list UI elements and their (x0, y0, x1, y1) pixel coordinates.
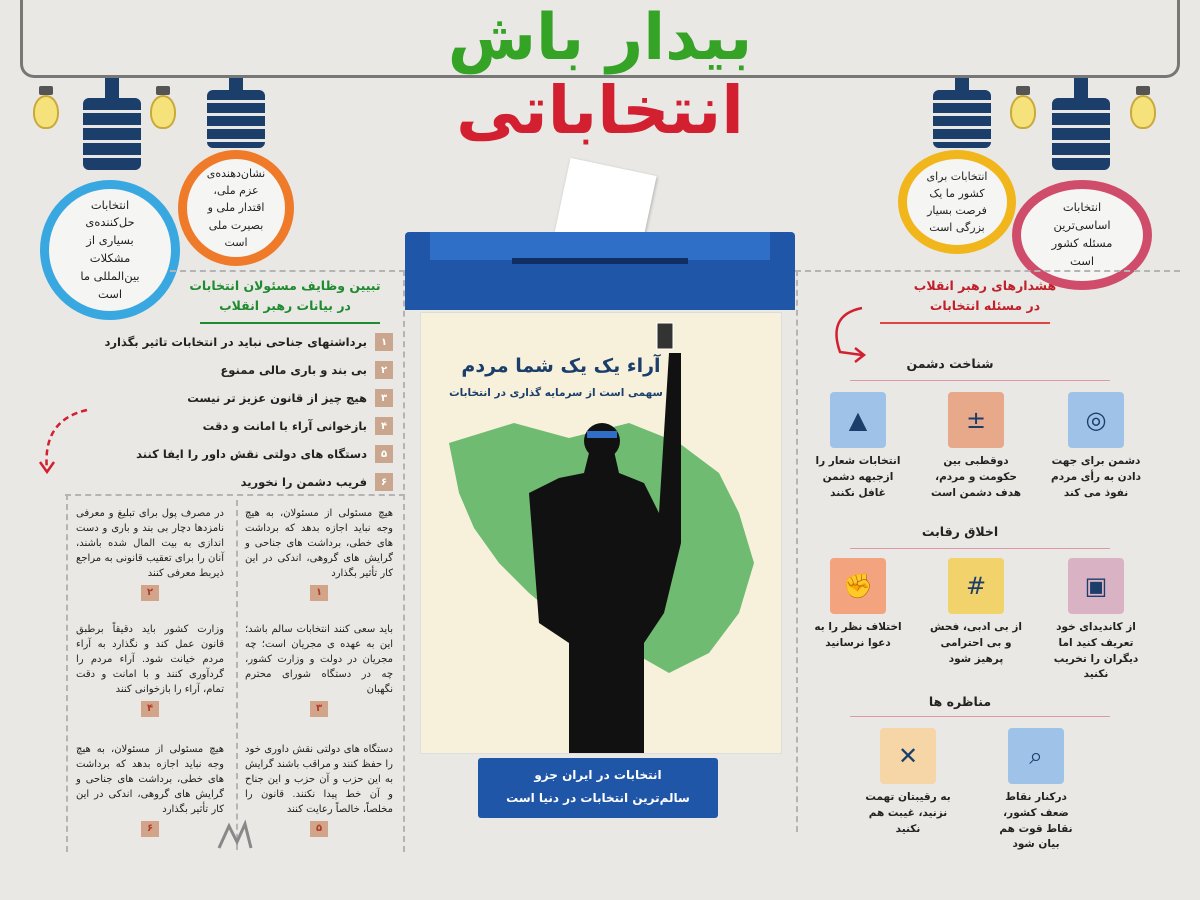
list-item (95, 384, 393, 412)
caption-box (478, 758, 718, 818)
warning-text: از بی ادبی، فحش و بی احترامی پرهیز شود (929, 621, 1022, 665)
soldier-sandbag-icon: ▲ (830, 392, 886, 448)
ballot-slot (512, 258, 688, 264)
paragraph-block-6 (76, 742, 224, 837)
bulb-text-2: نشان‌دهنده‌ی عزم ملی، اقتدار ملی و بصیرت ملی است (206, 167, 266, 249)
lamp-socket (83, 98, 141, 170)
warning-item (812, 558, 904, 652)
right-heading-line-2: در مسئله انتخابات (929, 298, 1041, 313)
list-item (95, 356, 393, 384)
target-person-icon: ◎ (1068, 392, 1124, 448)
warning-item (930, 392, 1022, 501)
warning-text: دوقطبی بین حکومت و مردم، هدف دشمن است (930, 455, 1022, 499)
magnifier-person-icon: ⌕ (1008, 728, 1064, 784)
item-text: فریب دشمن را نخورید (240, 475, 367, 489)
divider (403, 494, 405, 852)
lamp-cord (1074, 78, 1088, 98)
bulb-text-3: انتخابات برای کشور ما یک فرصت بسیار بزرگی است (926, 169, 988, 235)
heading-underline (880, 322, 1050, 324)
fist-bump-icon: ✊ (830, 558, 886, 614)
small-bulb-icon (33, 86, 59, 129)
paragraph-block-3 (245, 622, 393, 717)
warning-text: از کاندیدای خود تعریف کنید اما دیگران را تخریب نکنید (1053, 621, 1139, 681)
divider (795, 270, 1180, 272)
lamp-socket (207, 90, 265, 148)
item-number: ۴ (375, 417, 393, 435)
accusing-arrows-icon: ✕ (880, 728, 936, 784)
warning-item (930, 558, 1022, 667)
left-heading-line-1: تبیین وظایف مسئولان انتخابات (189, 278, 381, 293)
paragraph-number: ۲ (141, 585, 159, 601)
list-item (95, 328, 393, 356)
headband (587, 431, 617, 438)
caption-line-2: سالم‌ترین انتخابات در دنیا است (506, 790, 690, 805)
left-heading-line-2: در بیانات رهبر انقلاب (219, 298, 351, 313)
poster (420, 312, 782, 754)
candidate-board-icon: ▣ (1068, 558, 1124, 614)
bulb-text-4: انتخابات اساسی‌ترین مسئله کشور است (1051, 200, 1113, 268)
warning-text: اختلاف نظر را به دعوا نرسانید (814, 621, 902, 649)
paragraph-block-4 (76, 622, 224, 717)
warning-item (1050, 558, 1142, 683)
item-text: هیچ چیز از قانون عزیز تر نیست (187, 391, 367, 405)
divider (170, 270, 405, 272)
right-heading-line-1: هشدارهای رهبر انقلاب (913, 278, 1057, 293)
raised-fist-silhouette (529, 353, 681, 754)
paragraph-block-2 (76, 506, 224, 601)
bulb-ring-4 (1012, 180, 1152, 290)
small-bulb-icon (150, 86, 176, 129)
publisher-logo-icon (215, 818, 255, 852)
item-number: ۱ (375, 333, 393, 351)
poster-art (420, 313, 781, 754)
warning-text: درکنار نقاط ضعف کشور، نقاط قوت هم بیان شود (999, 791, 1073, 851)
paragraph-number: ۴ (141, 701, 159, 717)
swearing-face-icon: # (948, 558, 1004, 614)
category-title-ethics: اخلاق رقابت (921, 524, 999, 539)
paragraph-number: ۳ (310, 701, 328, 717)
item-text: برداشتهای جناحی نباید در انتخابات تاثیر بگذارد (104, 335, 367, 349)
item-number: ۵ (375, 445, 393, 463)
heading-underline (200, 322, 380, 324)
warning-text: به رقیبتان تهمت نزنید، غیبت هم نکنید (865, 791, 951, 835)
lamp-cord (105, 78, 119, 98)
paragraph-text: هیچ مسئولی از مسئولان، به هیچ وجه نباید اجازه بدهد که برداشت های خطی، برداشت های جناحی و گرایش های گروهی، اندکی در این کار تأثیر بگذارد (76, 744, 224, 815)
warning-text: دشمن برای جهت دادن به رأی مردم نفوذ می کند (1051, 455, 1141, 499)
paragraph-number: ۱ (310, 585, 328, 601)
paragraph-block-5 (245, 742, 393, 837)
paragraph-text: دستگاه های دولتی نقش داوری خود را حفظ کنند و مراقب باشند گرایش به این حزب و آن حزب و این جناح و آن خط پیدا نکنند. قانون را مخلصاً، خالصاً رعایت کنند (245, 744, 393, 815)
poster-line-2: سهمی است از سرمایه گذاری در انتخابات (449, 387, 663, 399)
paragraph-text: باید سعی کنند انتخابات سالم باشد؛ این به عهده ی مجریان است؛ چه مجریان در دولت و وزارت کشور، چه در دستگاه شورای محترم نگهبان (245, 624, 393, 695)
heads-minus-plus-icon: ± (948, 392, 1004, 448)
ballot-box-lid-top (430, 232, 770, 260)
list-item (95, 440, 393, 468)
bulb-ring-1 (40, 180, 180, 320)
paragraph-block-1 (245, 506, 393, 601)
item-number: ۶ (375, 473, 393, 491)
item-number: ۳ (375, 389, 393, 407)
left-section-heading (170, 276, 400, 316)
lamp-socket (933, 90, 991, 148)
category-title-debates: مناظره ها (928, 694, 992, 709)
category-title-enemy: شناخت دشمن (906, 356, 994, 371)
item-text: بازخوانی آراء با امانت و دقت (202, 419, 367, 433)
title-line-2: انتخاباتی (456, 72, 744, 149)
paragraph-number: ۵ (310, 821, 328, 837)
caption-line-1: انتخابات در ایران جزو (534, 768, 662, 782)
warning-item (1050, 392, 1142, 501)
paragraph-text: در مصرف پول برای تبلیغ و معرفی نامزدها دچار بی بند و باری و دست اندازی به بیت المال شده باشند، آنان را برای تعقیب قانونی به مراجع ذیربط معرفی کنند (76, 508, 224, 579)
duties-list (95, 328, 393, 496)
divider (66, 494, 68, 852)
small-bulb-icon (1130, 86, 1156, 129)
item-number: ۲ (375, 361, 393, 379)
list-item (95, 412, 393, 440)
bulb-ring-3 (898, 150, 1016, 254)
divider (403, 270, 405, 500)
right-section-heading (860, 276, 1110, 316)
person-head (584, 423, 620, 459)
lamp-socket (1052, 98, 1110, 170)
title-line-1: بیدار باش (447, 1, 753, 75)
divider (796, 270, 798, 832)
poster-line-1: آراء یک یک شما مردم (461, 355, 661, 377)
warning-item (862, 728, 954, 837)
small-bulb-icon (1010, 86, 1036, 129)
list-item (95, 468, 393, 496)
warning-item (990, 728, 1082, 853)
paragraph-text: وزارت کشور باید دقیقاً برطبق قانون عمل کند و نگذارد به آراء مردم خیانت شود. آراء مردم را گردآوری کنند و با امانت و دقت تمام، آراء را بازخوانی کنند (76, 624, 224, 695)
warning-text: انتخابات شعار را ازجبهه دشمن غافل نکنند (815, 455, 901, 499)
id-card-icon (657, 323, 673, 349)
warning-item (812, 392, 904, 501)
bulb-ring-2 (178, 150, 294, 266)
red-arrow-icon (32, 400, 92, 480)
bulb-text-1: انتخابات حل‌کننده‌ی بسیاری از مشکلات بین‌المللی ما است (80, 197, 140, 301)
paragraph-text: هیچ مسئولی از مسئولان، به هیچ وجه نباید اجازه بدهد که برداشت های خطی، برداشت های جناحی و گرایش های گروهی، اندکی در این کار تأثیر بگذارد (245, 508, 393, 579)
paragraph-number: ۶ (141, 821, 159, 837)
item-text: بی بند و باری مالی ممنوع (220, 363, 367, 377)
item-text: دستگاه های دولتی نقش داور را ایفا کنند (136, 447, 367, 461)
divider (236, 500, 238, 850)
